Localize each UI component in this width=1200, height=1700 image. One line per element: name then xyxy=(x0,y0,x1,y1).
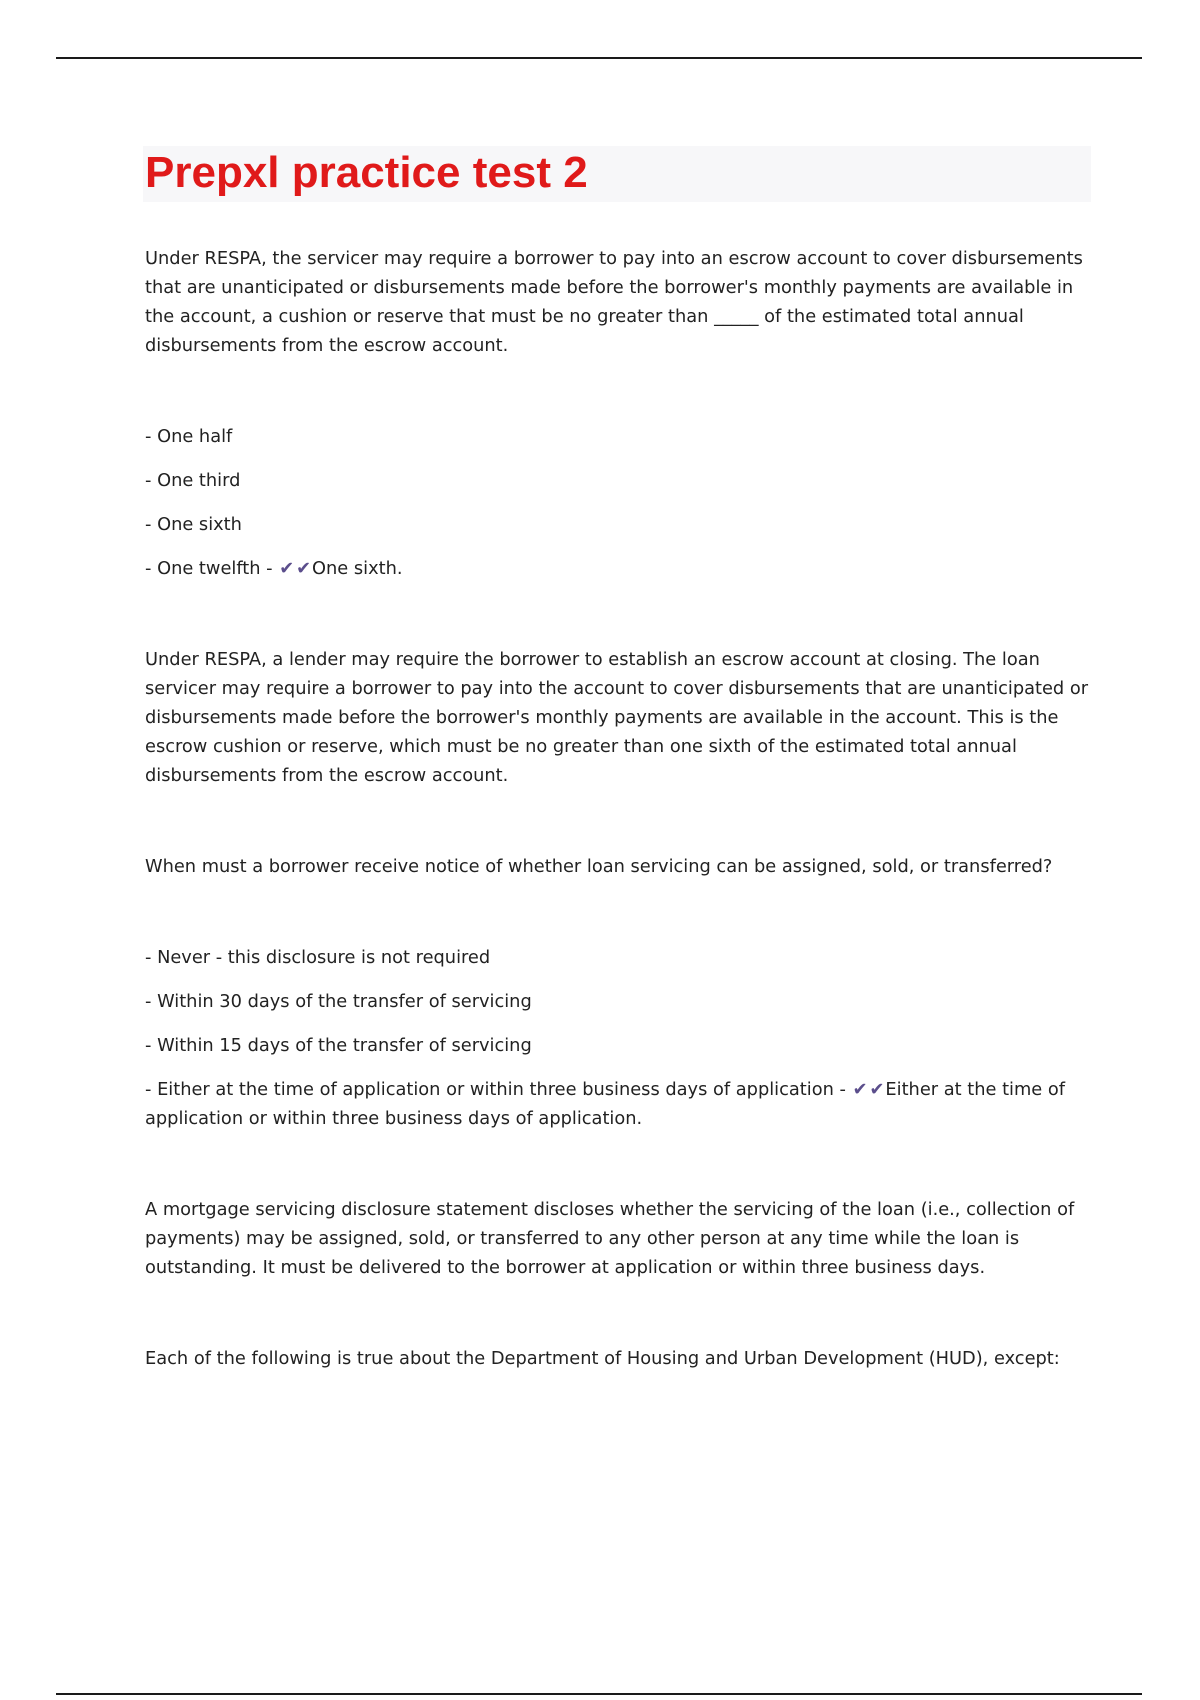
checkmark-icon: ✔ xyxy=(279,558,295,579)
question-2-answer: Either at the time of application or within three business days of application. xyxy=(145,1079,1066,1129)
question-1-explanation: Under RESPA, a lender may require the borrower to establish an escrow account at closing. The loan servicer may require a borrower to pay into the account to cover disbursements that are unanticipated or disbursements made before the borrower's monthly payments are available in the account. This is the escrow cushion or reserve, which must be no greater than one sixth of the estimated total annual disbursements from the escrow account. xyxy=(145,649,1089,786)
top-divider xyxy=(56,57,1142,59)
checkmark-icon: ✔ xyxy=(869,1079,885,1100)
question-1-answer: One sixth. xyxy=(312,558,403,579)
question-1-option-c: - One sixth xyxy=(145,514,242,535)
question-2-option-c: - Within 15 days of the transfer of servicing xyxy=(145,1035,532,1056)
question-2-option-d: - Either at the time of application or within three business days of application - xyxy=(145,1079,846,1100)
question-3-text: Each of the following is true about the Department of Housing and Urban Development (HUD), except: xyxy=(145,1348,1060,1369)
document-title: Prepxl practice test 2 xyxy=(145,148,588,197)
document-body xyxy=(145,244,1095,1435)
question-1-option-d: - One twelfth - xyxy=(145,558,273,579)
checkmark-icon: ✔ xyxy=(296,558,312,579)
question-2-option-b: - Within 30 days of the transfer of servicing xyxy=(145,991,532,1012)
question-1-option-a: - One half xyxy=(145,426,233,447)
bottom-divider xyxy=(56,1693,1142,1695)
question-2-option-d-with-answer xyxy=(145,1075,1095,1133)
question-1-option-d-with-answer xyxy=(145,554,1095,583)
question-1-text: Under RESPA, the servicer may require a borrower to pay into an escrow account to cover disbursements that are unanticipated or disbursements made before the borrower's monthly payments are available in the account, a cushion or reserve that must be no greater than _____ of the estimated total annual disbursements from the escrow account. xyxy=(145,248,1083,356)
checkmark-icon: ✔ xyxy=(852,1079,868,1100)
question-1-option-b: - One third xyxy=(145,470,241,491)
question-2-text: When must a borrower receive notice of whether loan servicing can be assigned, sold, or transferred? xyxy=(145,856,1053,877)
question-2-option-a: - Never - this disclosure is not required xyxy=(145,947,491,968)
question-2-explanation: A mortgage servicing disclosure statement discloses whether the servicing of the loan (i.e., collection of payments) may be assigned, sold, or transferred to any other person at any time while the loan is outstanding. It must be delivered to the borrower at application or within three business days. xyxy=(145,1199,1075,1278)
